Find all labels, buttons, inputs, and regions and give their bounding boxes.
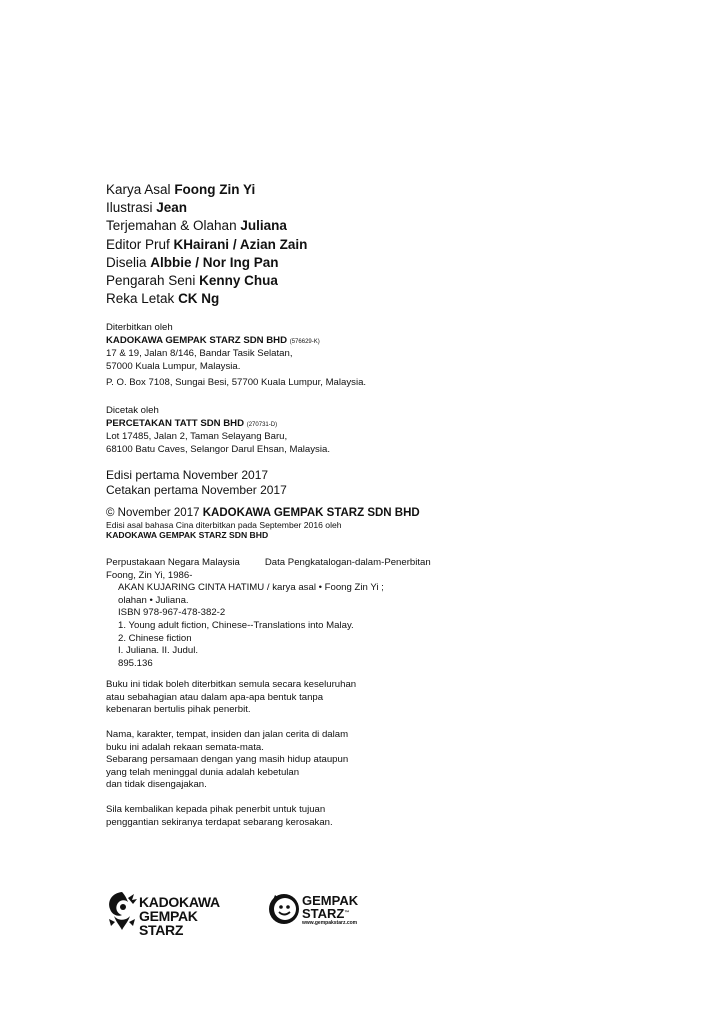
publisher-address: 17 & 19, Jalan 8/146, Bandar Tasik Selatan, xyxy=(106,348,293,360)
printer-reg: (270731-D) xyxy=(246,421,278,428)
credits-block xyxy=(106,181,307,308)
printer-address: 68100 Batu Caves, Selangor Darul Ehsan, Malaysia. xyxy=(106,443,330,455)
publisher-name-line xyxy=(106,335,366,349)
original-edition-note: Edisi asal bahasa Cina diterbitkan pada September 2016 oleh xyxy=(106,519,342,530)
notice-line: kebenaran bertulis pihak penerbit. xyxy=(106,704,251,716)
cataloging-title: Data Pengkatalogan-dalam-Penerbitan xyxy=(264,557,431,568)
credit-line: Diselia Albbie / Nor Ing Pan xyxy=(106,254,279,270)
publisher-reg: (576629-K) xyxy=(289,338,320,345)
publisher-label: Diterbitkan oleh xyxy=(106,322,173,333)
credit-line: Editor Pruf KHairani / Azian Zain xyxy=(106,236,308,252)
credit-line: Ilustrasi Jean xyxy=(106,200,188,216)
publisher-pobox: P. O. Box 7108, Sungai Besi, 57700 Kuala Lumpur, Malaysia. xyxy=(106,377,367,389)
cataloging-header xyxy=(106,557,431,570)
notice-line: Buku ini tidak boleh diterbitkan semula secara keseluruhan xyxy=(106,679,357,690)
notice-line: Nama, karakter, tempat, insiden dan jalan cerita di dalam xyxy=(106,729,349,740)
notice-line: buku ini adalah rekaan semata-mata. xyxy=(106,741,264,753)
notice-line: Sila kembalikan kepada pihak penerbit untuk tujuan xyxy=(106,804,326,815)
cataloging-line: 2. Chinese fiction xyxy=(118,632,192,644)
credit-line: Karya Asal Foong Zin Yi xyxy=(106,182,256,197)
original-holder: KADOKAWA GEMPAK STARZ SDN BHD xyxy=(106,529,269,540)
printer-address: Lot 17485, Jalan 2, Taman Selayang Baru, xyxy=(106,431,288,443)
gempak-website: www.gempakstarz.com xyxy=(302,920,358,926)
library-name: Perpustakaan Negara Malaysia xyxy=(106,557,240,568)
rights-notice xyxy=(106,679,356,717)
credit-line: Reka Letak CK Ng xyxy=(106,291,220,307)
mascot-icon xyxy=(267,891,303,927)
kadokawa-logo-text: KADOKAWA GEMPAK STARZ xyxy=(139,894,220,938)
publisher-name: KADOKAWA GEMPAK STARZ SDN BHD xyxy=(106,334,288,346)
printer-label: Dicetak oleh xyxy=(106,405,159,416)
cataloging-line: I. Juliana. II. Judul. xyxy=(118,645,198,657)
notice-line: dan tidak disengajakan. xyxy=(106,779,207,791)
copyright-block xyxy=(106,507,420,540)
publisher-address: 57000 Kuala Lumpur, Malaysia. xyxy=(106,360,241,372)
notice-line: Sebarang persamaan dengan yang masih hidup ataupun xyxy=(106,754,349,766)
printer-name-line xyxy=(106,418,330,432)
gempak-logo-text: GEMPAK STARZ™ www.gempakstarz.com xyxy=(302,893,359,926)
cataloging-author: Foong, Zin Yi, 1986- xyxy=(106,569,193,581)
cataloging-line: 895.136 xyxy=(118,657,153,669)
edition-line: Edisi pertama November 2017 xyxy=(106,468,269,482)
publisher-block xyxy=(106,322,366,390)
notice-line: atau sebahagian atau dalam apa-apa bentuk tanpa xyxy=(106,691,324,703)
edition-block xyxy=(106,468,287,497)
notice-line: penggantian sekiranya terdapat sebarang kerosakan. xyxy=(106,816,333,828)
notice-line: yang telah meninggal dunia adalah kebetulan xyxy=(106,766,300,778)
credit-line: Pengarah Seni Kenny Chua xyxy=(106,273,278,289)
fiction-notice xyxy=(106,729,348,792)
edition-line: Cetakan pertama November 2017 xyxy=(106,482,287,497)
printer-name: PERCETAKAN TATT SDN BHD xyxy=(106,417,245,429)
cataloging-line: olahan • Juliana. xyxy=(118,594,189,606)
copyright-line: © November 2017 KADOKAWA GEMPAK STARZ SDN BHD xyxy=(106,507,420,519)
cataloging-line: 1. Young adult fiction, Chinese--Translations into Malay. xyxy=(118,619,354,631)
cataloging-block xyxy=(106,557,431,670)
printer-block xyxy=(106,405,330,456)
return-notice xyxy=(106,804,333,829)
phoenix-icon xyxy=(106,889,138,931)
cataloging-line: AKAN KUJARING CINTA HATIMU / karya asal • Foong Zin Yi ; xyxy=(118,582,384,594)
credit-line: Terjemahan & Olahan Juliana xyxy=(106,218,287,234)
cataloging-line: ISBN 978-967-478-382-2 xyxy=(118,607,226,619)
